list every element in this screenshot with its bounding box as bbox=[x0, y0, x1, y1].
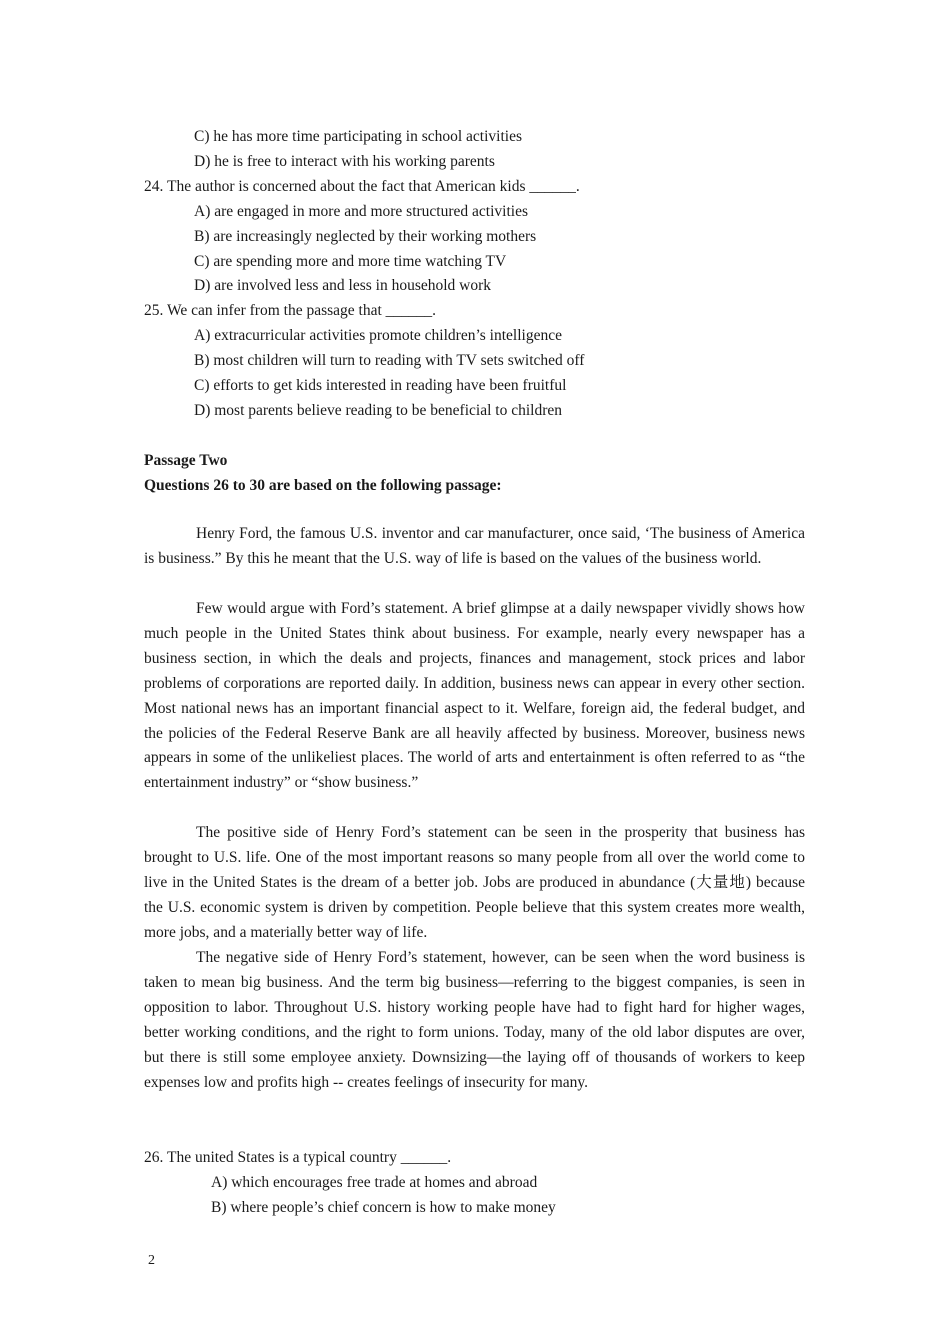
passage-paragraph-2: Few would argue with Ford’s statement. A brief glimpse at a daily newspaper vividly shows how much people in the United States think about business. For example, nearly every newspaper has a business section, in which the deals and projects, finances and management, stock prices and labor problems of corporations are reported daily. In addition, business news can appear in every other section. Most national news has an important financial aspect to it. Welfare, foreign aid, the federal budget, and the policies of the Federal Reserve Bank are all heavily affected by business. Moreover, business news appears in some of the unlikeliest places. The world of arts and entertainment is often referred to as “the entertainment industry” or “show business.” bbox=[144, 600, 805, 792]
question-24-option-d: D) are involved less and less in household work bbox=[194, 277, 492, 294]
question-25-option-b: B) most children will turn to reading with TV sets switched off bbox=[194, 352, 585, 369]
passage-instructions: Questions 26 to 30 are based on the following passage: bbox=[144, 477, 502, 494]
question-25-stem: 25. We can infer from the passage that ______. bbox=[144, 302, 437, 319]
question-24-option-b: B) are increasingly neglected by their working mothers bbox=[194, 228, 537, 245]
question-24-stem: 24. The author is concerned about the fact that American kids ______. bbox=[144, 178, 580, 195]
question-25-option-c: C) efforts to get kids interested in reading have been fruitful bbox=[194, 377, 567, 394]
question-25-option-d: D) most parents believe reading to be beneficial to children bbox=[194, 402, 562, 419]
passage-paragraph-3: The positive side of Henry Ford’s statement can be seen in the prosperity that business has brought to U.S. life. One of the most important reasons so many people from all over the world come to live in the United States is the dream of a better job. Jobs are produced in abundance (大量地) because the U.S. economic system is driven by competition. People believe that this system creates more wealth, more jobs, and a materially better way of life. bbox=[144, 824, 805, 941]
passage-title: Passage Two bbox=[144, 452, 228, 469]
question-26-option-a: A) which encourages free trade at homes and abroad bbox=[211, 1174, 538, 1191]
question-26-stem: 26. The united States is a typical country ______. bbox=[144, 1149, 452, 1166]
passage-paragraph-1: Henry Ford, the famous U.S. inventor and car manufacturer, once said, ‘The business of America is business.” By this he meant that the U.S. way of life is based on the values of the business world. bbox=[144, 525, 805, 567]
prev-question-option-c: C) he has more time participating in school activities bbox=[194, 128, 522, 145]
passage-paragraph-4: The negative side of Henry Ford’s statement, however, can be seen when the word business is taken to mean big business. And the term big business—referring to the biggest companies, is seen in opposition to labor. Throughout U.S. history working people have had to fight hard for higher wages, better working conditions, and the right to form unions. Today, many of the old labor disputes are over, but there is still some employee anxiety. Downsizing—the laying off of thousands of workers to keep expenses low and profits high -- creates feelings of insecurity for many. bbox=[144, 949, 805, 1091]
question-25-option-a: A) extracurricular activities promote children’s intelligence bbox=[194, 327, 562, 344]
page-number: 2 bbox=[148, 1253, 155, 1268]
question-26-option-b: B) where people’s chief concern is how to make money bbox=[211, 1199, 556, 1216]
prev-question-option-d: D) he is free to interact with his working parents bbox=[194, 153, 495, 170]
question-24-option-a: A) are engaged in more and more structured activities bbox=[194, 203, 528, 220]
question-24-option-c: C) are spending more and more time watching TV bbox=[194, 253, 507, 270]
